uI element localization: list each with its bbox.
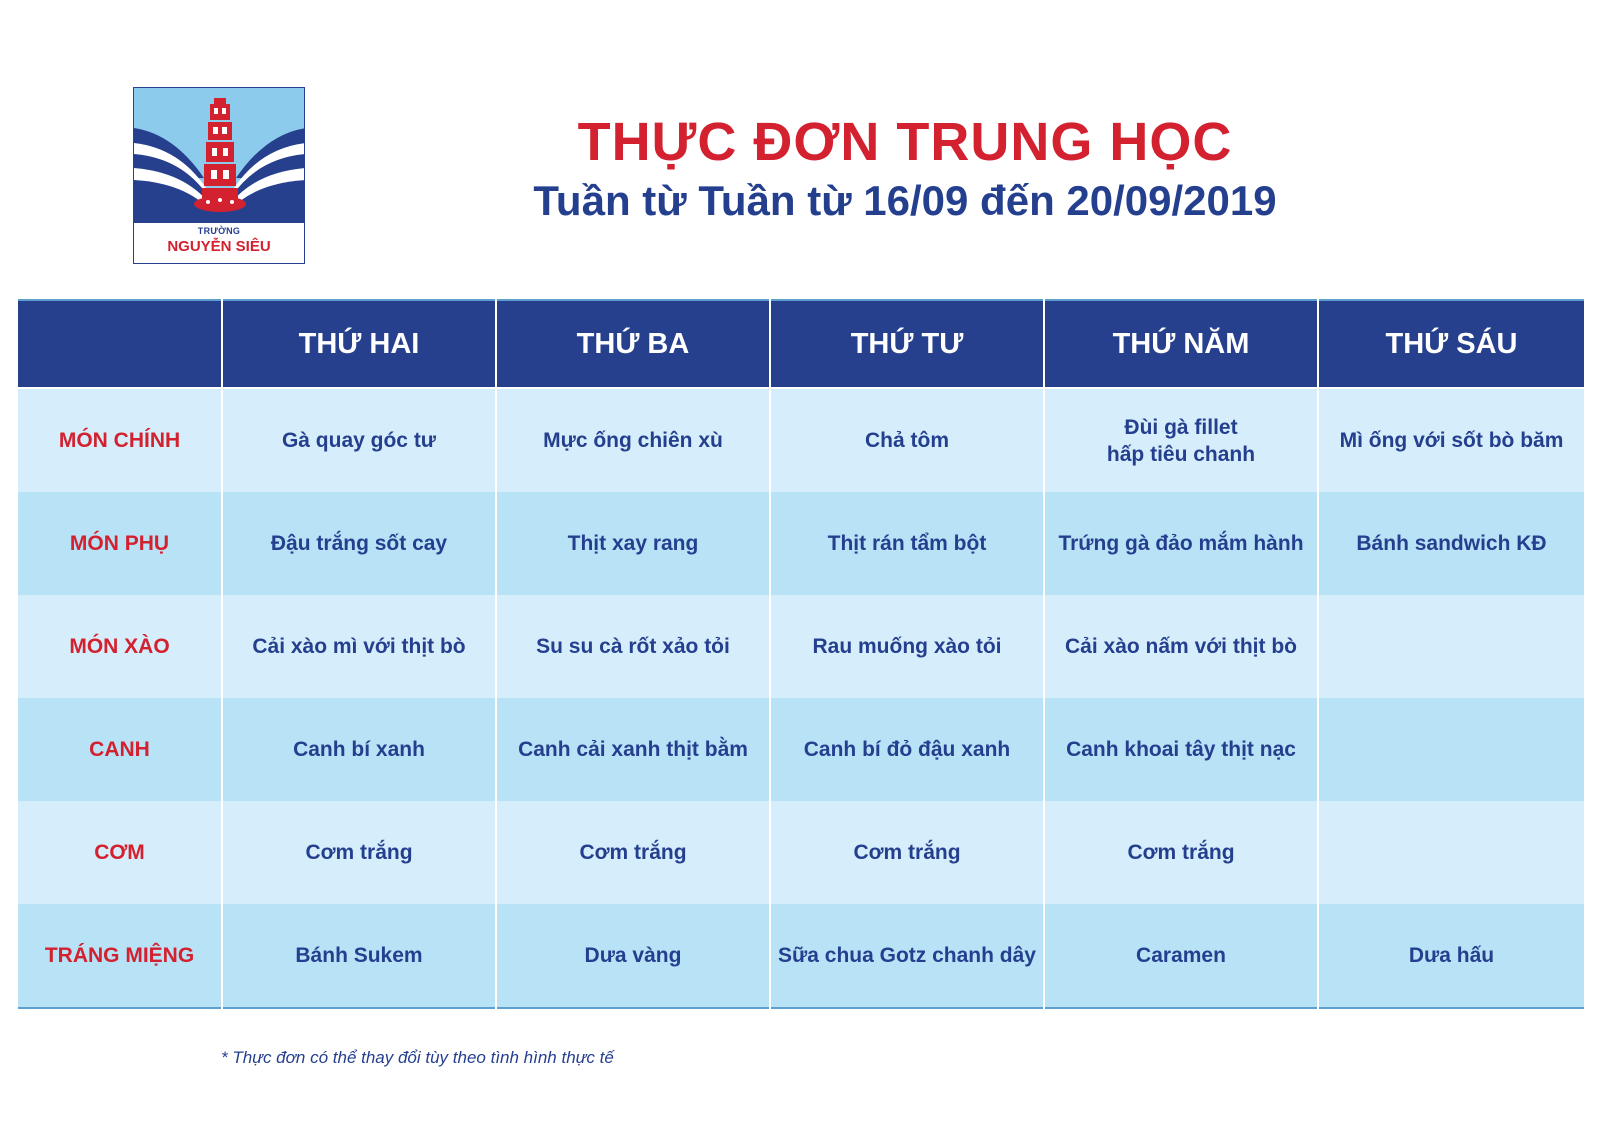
table-row (17, 801, 1585, 904)
menu-cell: Cơm trắng (496, 801, 770, 904)
menu-cell: Thịt xay rang (496, 492, 770, 595)
menu-cell: Su su cà rốt xảo tỏi (496, 595, 770, 698)
table-header-row (17, 300, 1585, 388)
menu-cell: Sữa chua Gotz chanh dây (770, 904, 1044, 1008)
menu-table (16, 299, 1586, 1009)
menu-cell: Cơm trắng (1044, 801, 1318, 904)
page-subtitle: Tuần từ Tuần từ 16/09 đến 20/09/2019 (533, 177, 1277, 224)
menu-cell: Canh cải xanh thịt bằm (496, 698, 770, 801)
footnote: * Thực đơn có thể thay đổi tùy theo tình hình thực tế (221, 1048, 614, 1067)
menu-cell: Mực ống chiên xù (496, 388, 770, 492)
table-row (17, 492, 1585, 595)
table-row (17, 904, 1585, 1008)
column-header: THỨ SÁU (1318, 300, 1585, 388)
menu-cell: Cơm trắng (222, 801, 496, 904)
row-label: CANH (17, 698, 222, 801)
column-header: THỨ NĂM (1044, 300, 1318, 388)
menu-cell (1318, 595, 1585, 698)
menu-cell: Bánh Sukem (222, 904, 496, 1008)
menu-cell: Trứng gà đảo mắm hành (1044, 492, 1318, 595)
row-label: MÓN XÀO (17, 595, 222, 698)
menu-cell: Cơm trắng (770, 801, 1044, 904)
table-row (17, 388, 1585, 492)
menu-cell: Thịt rán tẩm bột (770, 492, 1044, 595)
menu-cell: Cải xào nấm với thịt bò (1044, 595, 1318, 698)
menu-cell: Rau muống xào tỏi (770, 595, 1044, 698)
menu-cell: Canh khoai tây thịt nạc (1044, 698, 1318, 801)
menu-cell: Gà quay góc tư (222, 388, 496, 492)
column-header: THỨ HAI (222, 300, 496, 388)
menu-cell (1318, 698, 1585, 801)
column-header: THỨ BA (496, 300, 770, 388)
logo-school-name: NGUYỄN SIÊU (167, 238, 271, 255)
row-label: TRÁNG MIỆNG (17, 904, 222, 1008)
table-row (17, 595, 1585, 698)
column-header: THỨ TƯ (770, 300, 1044, 388)
corner-cell (17, 300, 222, 388)
menu-cell: Canh bí xanh (222, 698, 496, 801)
menu-cell (1318, 801, 1585, 904)
menu-cell: Mì ống với sốt bò băm (1318, 388, 1585, 492)
row-label: MÓN PHỤ (17, 492, 222, 595)
menu-cell: Đậu trắng sốt cay (222, 492, 496, 595)
menu-cell: Caramen (1044, 904, 1318, 1008)
menu-cell: Cải xào mì với thịt bò (222, 595, 496, 698)
row-label: MÓN CHÍNH (17, 388, 222, 492)
logo-school-label: TRƯỜNG (197, 226, 241, 236)
menu-cell: Dưa vàng (496, 904, 770, 1008)
table-row (17, 698, 1585, 801)
page-title: THỰC ĐƠN TRUNG HỌC (577, 112, 1233, 172)
menu-cell: Đùi gà fillet hấp tiêu chanh (1044, 388, 1318, 492)
row-label: CƠM (17, 801, 222, 904)
menu-cell: Bánh sandwich KĐ (1318, 492, 1585, 595)
menu-cell: Dưa hấu (1318, 904, 1585, 1008)
menu-cell: Chả tôm (770, 388, 1044, 492)
menu-cell: Canh bí đỏ đậu xanh (770, 698, 1044, 801)
school-logo (133, 87, 305, 264)
